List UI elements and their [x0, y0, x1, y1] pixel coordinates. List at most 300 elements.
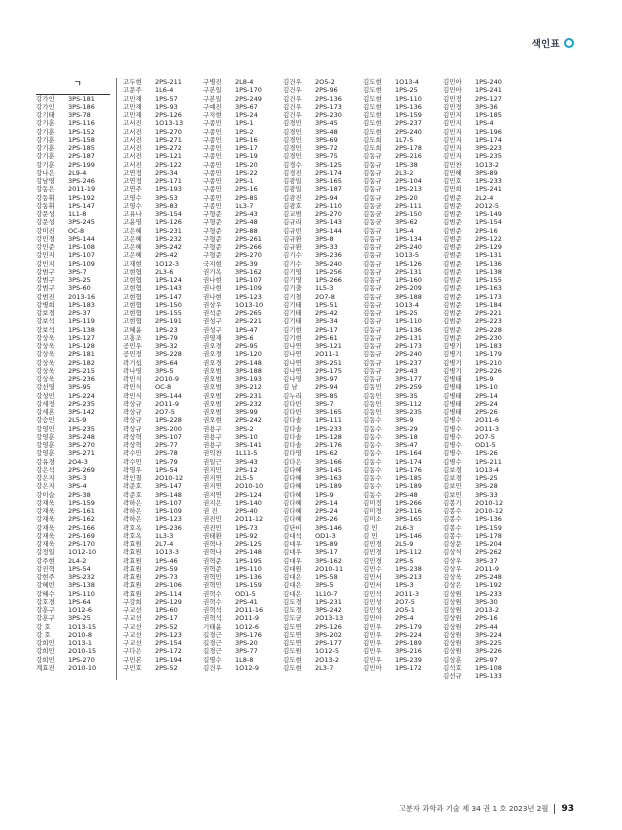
paper-code: 1PS-25 [395, 86, 418, 95]
paper-code: 3PS-147 [155, 482, 182, 491]
paper-code: 1PS-228 [155, 416, 182, 425]
index-entry [283, 169, 363, 177]
author-name: 김대은 [283, 589, 302, 598]
index-entry [283, 449, 363, 457]
index-entry [443, 342, 523, 350]
author-name: 김기현 [283, 325, 302, 334]
author-name: 김도원 [283, 647, 302, 656]
paper-code: 3PS-6 [235, 333, 254, 342]
index-entry [363, 276, 443, 284]
index-entry [283, 136, 363, 144]
author-name: 김다빈 [283, 408, 302, 416]
paper-code: 3PS-193 [235, 375, 262, 383]
author-name: 김동수 [363, 474, 382, 482]
author-name: 김상욱 [443, 573, 462, 581]
index-entry [283, 598, 363, 606]
paper-code: 1PS-127 [68, 333, 95, 342]
index-entry [123, 548, 203, 556]
paper-code: 1PS-92 [235, 531, 258, 540]
paper-code: 1PS-173 [475, 292, 502, 301]
paper-code: 2PS-4 [395, 614, 414, 623]
paper-code: 3PS-33 [475, 490, 498, 499]
paper-code: 3PS-202 [315, 630, 342, 639]
index-entry [443, 375, 523, 383]
paper-code: 1PS-108 [475, 663, 502, 672]
paper-code: 2PS-39 [235, 259, 258, 268]
author-name: 곽상혁 [123, 432, 142, 441]
author-name: 고연정 [123, 168, 142, 177]
paper-code: 2O11-6 [475, 416, 500, 425]
index-entry [283, 647, 363, 655]
index-entry [363, 185, 443, 193]
paper-code: 1PS-110 [68, 589, 95, 598]
author-name: 강호경 [36, 597, 55, 606]
index-entry [443, 614, 523, 622]
author-name: 김병수 [443, 449, 462, 458]
paper-code: 1PS-134 [395, 234, 422, 243]
index-entry [203, 95, 283, 103]
paper-code: 2PS-173 [395, 342, 422, 350]
index-entry [123, 144, 203, 152]
index-entry [203, 210, 283, 218]
paper-code: 3PS-10 [235, 432, 258, 441]
author-name: 곽효원 [123, 573, 142, 581]
paper-code: 2L3-7 [315, 663, 334, 672]
index-entry [203, 268, 283, 276]
author-name: 강세정 [36, 399, 55, 408]
paper-code: 1PS-189 [395, 482, 422, 491]
author-name: 권오범 [203, 408, 222, 416]
author-name: 김병태 [443, 383, 462, 392]
index-entry [283, 548, 363, 556]
paper-code: 3PS-226 [475, 647, 502, 656]
author-name: 김동수 [363, 424, 382, 433]
author-name: 강재욱 [36, 507, 55, 515]
paper-code: 1PS-54 [68, 564, 91, 573]
paper-code: 1PS-107 [155, 498, 182, 507]
index-entry [203, 111, 283, 119]
paper-code: 2PS-106 [155, 581, 182, 590]
author-name: 권용구 [203, 432, 222, 441]
author-name: 강진혁 [36, 564, 55, 573]
index-entry [443, 293, 523, 301]
author-name: 구형준 [203, 243, 222, 251]
index-entry [443, 243, 523, 251]
paper-code: 3PS-232 [68, 573, 95, 581]
index-entry [123, 515, 203, 523]
index-entry [203, 623, 283, 631]
paper-code: 3PS-146 [315, 523, 342, 532]
index-entry [443, 623, 523, 631]
paper-code: 1PS-159 [235, 581, 262, 590]
paper-code: 2013-16 [68, 292, 96, 301]
paper-code: 2PS-52 [155, 663, 178, 672]
author-name: 김기영 [283, 276, 302, 284]
index-entry [283, 326, 363, 334]
index-entry [283, 251, 363, 259]
author-name: 구교선 [123, 622, 142, 631]
author-name: 김도연 [283, 622, 302, 631]
paper-code: 3PS-60 [68, 284, 91, 293]
paper-code: 1PS-149 [475, 210, 502, 218]
paper-code: 2PS-94 [315, 383, 338, 392]
index-entry [443, 309, 523, 317]
paper-code: 1PS-110 [395, 94, 422, 103]
paper-code: 1PS-170 [235, 86, 262, 95]
author-name: 강이슬 [36, 490, 55, 499]
paper-code: 1PS-19 [235, 152, 258, 161]
paper-code: 1PS-47 [235, 325, 258, 334]
author-name: 곽인철 [123, 474, 142, 482]
author-name: 김동규 [363, 300, 382, 309]
paper-code: 1PS-23 [155, 325, 178, 334]
index-entry [283, 515, 363, 523]
index-entry [363, 441, 443, 449]
index-entry [203, 507, 283, 515]
paper-code: 1PS-241 [475, 185, 502, 194]
index-entry [443, 194, 523, 202]
index-entry [123, 309, 203, 317]
index-entry [363, 359, 443, 367]
paper-code: 1PS-107 [235, 276, 262, 284]
author-name: 강승민 [36, 416, 55, 425]
author-name: 곽수민 [123, 457, 142, 466]
paper-code: 2O10-9 [155, 375, 180, 383]
author-name: 강혜수 [36, 589, 55, 598]
author-name: 김민호 [443, 177, 462, 185]
author-name: 김범준 [443, 210, 462, 218]
paper-code: 2O13-2 [315, 655, 340, 664]
paper-code: 2O13-13 [315, 614, 344, 623]
author-name: 공민정 [123, 350, 142, 359]
author-name: 김동규 [363, 276, 382, 284]
author-name: 김민혜 [443, 168, 462, 177]
paper-code: 1PS-10 [475, 383, 498, 392]
index-entry [443, 383, 523, 391]
index-entry [443, 202, 523, 210]
index-entry [283, 623, 363, 631]
index-entry [283, 284, 363, 292]
index-entry [283, 383, 363, 391]
author-name: 김범준 [443, 300, 462, 309]
author-name: 구민본 [123, 655, 142, 664]
author-name: 김누리 [283, 391, 302, 400]
author-name: 김보민 [443, 482, 462, 491]
index-entry [36, 466, 110, 474]
index-entry [443, 218, 523, 226]
paper-code: 2PS-111 [395, 201, 422, 210]
paper-code: 1PS-233 [315, 424, 342, 433]
paper-code: 1PS-233 [475, 589, 502, 598]
index-entry [363, 136, 443, 144]
author-name: 김민경 [363, 540, 382, 548]
paper-code: 3PS-245 [68, 218, 95, 227]
index-column-6 [443, 78, 523, 680]
paper-code: 1PS-123 [235, 292, 262, 301]
paper-code: 2PS-24 [315, 507, 338, 515]
paper-code: 1PS-17 [235, 144, 258, 152]
index-entry [123, 581, 203, 589]
index-entry [203, 342, 283, 350]
paper-code: 1PS-79 [155, 457, 178, 466]
author-name: 김범준 [443, 243, 462, 251]
paper-code: 1PS-2 [235, 127, 254, 136]
paper-code: 2O11-1 [315, 350, 340, 359]
author-name: 김도현 [283, 663, 302, 672]
index-entry [283, 86, 363, 94]
author-name: 강재욱 [36, 515, 55, 524]
index-entry [203, 367, 283, 375]
paper-code: 2PS-199 [68, 160, 95, 169]
author-name: 김동균 [363, 201, 382, 210]
paper-code: 2L7-4 [155, 540, 174, 548]
paper-code: 2PS-166 [68, 523, 95, 532]
paper-code: 2PS-170 [68, 540, 95, 548]
author-name: 김도경 [283, 606, 302, 614]
author-name: 김동수 [363, 457, 382, 466]
author-name: 계효진 [36, 663, 55, 672]
author-name: 김상은 [443, 581, 462, 590]
index-entry [123, 416, 203, 424]
paper-code: 2PS-26 [315, 515, 338, 524]
index-letter: ㄱ [74, 79, 82, 88]
paper-code: 2PS-48 [235, 218, 258, 227]
index-entry [203, 590, 283, 598]
index-entry [203, 664, 283, 672]
paper-code: 2PS-73 [155, 573, 178, 581]
paper-code: 1PS-116 [68, 119, 95, 128]
index-entry [123, 466, 203, 474]
index-entry [123, 482, 203, 490]
index-entry [123, 540, 203, 548]
author-name: 김나연 [283, 358, 302, 367]
author-name: 구형준 [203, 226, 222, 235]
author-name: 강세혼 [36, 408, 55, 416]
paper-code: 2PS-43 [395, 366, 418, 375]
paper-code: 3PS-200 [155, 424, 182, 433]
paper-code: 3PS-62 [395, 218, 418, 227]
index-entry [283, 507, 363, 515]
paper-code: 3PS-99 [235, 408, 258, 416]
author-name: 강나은 [36, 168, 55, 177]
paper-code: 1PS-159 [475, 523, 502, 532]
index-entry [123, 152, 203, 160]
author-name: 강은석 [36, 465, 55, 474]
paper-code: 2PS-230 [315, 111, 342, 119]
paper-code: 3PS-138 [68, 581, 95, 590]
paper-code: 1PS-233 [475, 177, 502, 185]
author-name: 김다빈 [283, 399, 302, 408]
author-name: 김병수 [443, 416, 462, 425]
paper-code: 1PS-185 [395, 474, 422, 482]
index-entry [36, 573, 110, 581]
paper-code: 3PS-17 [315, 548, 338, 557]
index-entry [363, 152, 443, 160]
index-entry [363, 548, 443, 556]
paper-code: 1PS-111 [315, 416, 342, 425]
paper-code: 1PS-146 [395, 531, 422, 540]
author-name: 김광호 [283, 201, 302, 210]
author-name: 김봉수 [443, 523, 462, 532]
author-name: 김다혜 [283, 507, 302, 515]
paper-code: 1PS-89 [315, 540, 338, 548]
paper-code: 1PS-155 [155, 309, 182, 317]
paper-code: 2PS-259 [395, 383, 422, 392]
paper-code: 2PS-14 [315, 498, 338, 507]
author-name: 김상원 [443, 606, 462, 614]
author-name: 강동휘 [36, 201, 55, 210]
author-name: 김동규 [363, 358, 382, 367]
paper-code: 3PS-85 [315, 391, 338, 400]
paper-code: 2PS-240 [395, 350, 422, 359]
index-entry [443, 466, 523, 474]
author-name: 곽호옥 [123, 523, 142, 532]
author-name: 권혁민 [203, 573, 222, 581]
index-entry [283, 474, 363, 482]
author-name: 권익찬 [203, 449, 222, 458]
author-name: 김규빈 [283, 226, 302, 235]
paper-code: 2PS-175 [315, 366, 342, 375]
index-entry [283, 111, 363, 119]
index-heading [36, 78, 110, 95]
author-name: 김동수 [363, 490, 382, 499]
author-name: 김상식 [443, 548, 462, 557]
index-entry [36, 235, 110, 243]
paper-code: 2PS-97 [475, 655, 498, 664]
index-entry [283, 565, 363, 573]
paper-code: 3PS-125 [315, 160, 342, 169]
author-name: 강유경 [36, 457, 55, 466]
author-name: 김동규 [363, 366, 382, 375]
paper-code: 2PS-26 [475, 408, 498, 416]
paper-code: 3PS-112 [395, 399, 422, 408]
author-name: 김미소 [363, 515, 382, 524]
author-name: 길경근 [203, 639, 222, 647]
paper-code: 1PS-213 [395, 185, 422, 194]
paper-code: 2PS-114 [155, 589, 182, 598]
author-name: 고현협 [123, 292, 142, 301]
paper-code: 1PS-176 [395, 465, 422, 474]
index-column-5 [363, 78, 443, 680]
paper-code: 2L9-4 [68, 168, 87, 177]
author-name: 권지연 [203, 482, 222, 491]
paper-code: 2O7-5 [395, 597, 415, 606]
author-name: 김상원 [443, 614, 462, 623]
index-entry [283, 293, 363, 301]
index-entry [36, 639, 110, 647]
paper-code: 2PS-127 [475, 94, 502, 103]
paper-code: 1L1-8 [68, 210, 87, 218]
author-name: 구예진 [203, 102, 222, 111]
index-entry [363, 293, 443, 301]
author-name: 고현협 [123, 276, 142, 284]
paper-code: 3PS-242 [155, 243, 182, 251]
author-name: 김범준 [443, 292, 462, 301]
index-entry [443, 128, 523, 136]
index-entry [363, 128, 443, 136]
index-entry [443, 647, 523, 655]
paper-code: 1PS-93 [155, 102, 178, 111]
paper-code: 3PS-240 [315, 259, 342, 268]
index-entry [283, 161, 363, 169]
index-entry [443, 515, 523, 523]
index-entry [363, 169, 443, 177]
author-name: 김병수 [443, 424, 462, 433]
paper-code: 3PS-145 [315, 465, 342, 474]
paper-code: 2PS-129 [475, 243, 502, 251]
index-entry [443, 268, 523, 276]
author-name: 김동규 [363, 251, 382, 260]
index-entry [283, 466, 363, 474]
paper-code: 3PS-224 [475, 630, 502, 639]
paper-code: 2O7-5 [475, 432, 495, 441]
paper-code: 2O10-15 [68, 647, 97, 656]
paper-code: 2PS-42 [155, 251, 178, 260]
index-entry [443, 565, 523, 573]
index-entry [443, 664, 523, 672]
paper-code: 2PS-148 [235, 548, 262, 557]
index-entry [36, 416, 110, 424]
paper-code: 2PS-242 [235, 416, 262, 425]
index-entry [283, 152, 363, 160]
author-name: 권영재 [203, 333, 222, 342]
index-entry [363, 499, 443, 507]
paper-code: 2O13-2 [475, 606, 500, 614]
paper-code: 1PS-136 [395, 325, 422, 334]
paper-code: 1L3-3 [155, 531, 174, 540]
author-name: 강동휘 [36, 193, 55, 202]
author-name: 김동민 [363, 408, 382, 416]
index-entry [363, 433, 443, 441]
index-entry [36, 276, 110, 284]
paper-code: 1PS-189 [315, 482, 342, 491]
index-entry [443, 590, 523, 598]
author-name: 김경진 [283, 168, 302, 177]
author-name: 김동규 [363, 193, 382, 202]
index-entry [363, 590, 443, 598]
paper-code: 1L8-8 [235, 655, 254, 664]
index-entry [363, 309, 443, 317]
author-name: 고서진 [123, 135, 142, 144]
paper-code: 2PS-94 [315, 193, 338, 202]
index-entry [203, 260, 283, 268]
index-entry [203, 392, 283, 400]
index-entry [36, 400, 110, 408]
index-entry [36, 449, 110, 457]
paper-code: 2PS-224 [395, 630, 422, 639]
paper-code: 1PS-123 [155, 515, 182, 524]
paper-code: 3PS-166 [315, 457, 342, 466]
index-entry [203, 194, 283, 202]
index-entry [203, 441, 283, 449]
index-entry [443, 573, 523, 581]
paper-code: 1PS-150 [155, 300, 182, 309]
index-entry [283, 656, 363, 664]
author-name: 강기훈 [36, 152, 55, 161]
author-name: 김 민 [363, 531, 378, 540]
author-name: 고은혜 [123, 226, 142, 235]
index-entry [123, 334, 203, 342]
author-name: 구종민 [203, 177, 222, 185]
author-name: 고은혜 [123, 251, 142, 260]
index-entry [443, 95, 523, 103]
index-entry [123, 111, 203, 119]
index-entry [36, 161, 110, 169]
paper-code: 1PS-185 [475, 111, 502, 119]
paper-code: 3PS-67 [235, 102, 258, 111]
index-entry [203, 524, 283, 532]
author-name: 구교선 [123, 630, 142, 639]
